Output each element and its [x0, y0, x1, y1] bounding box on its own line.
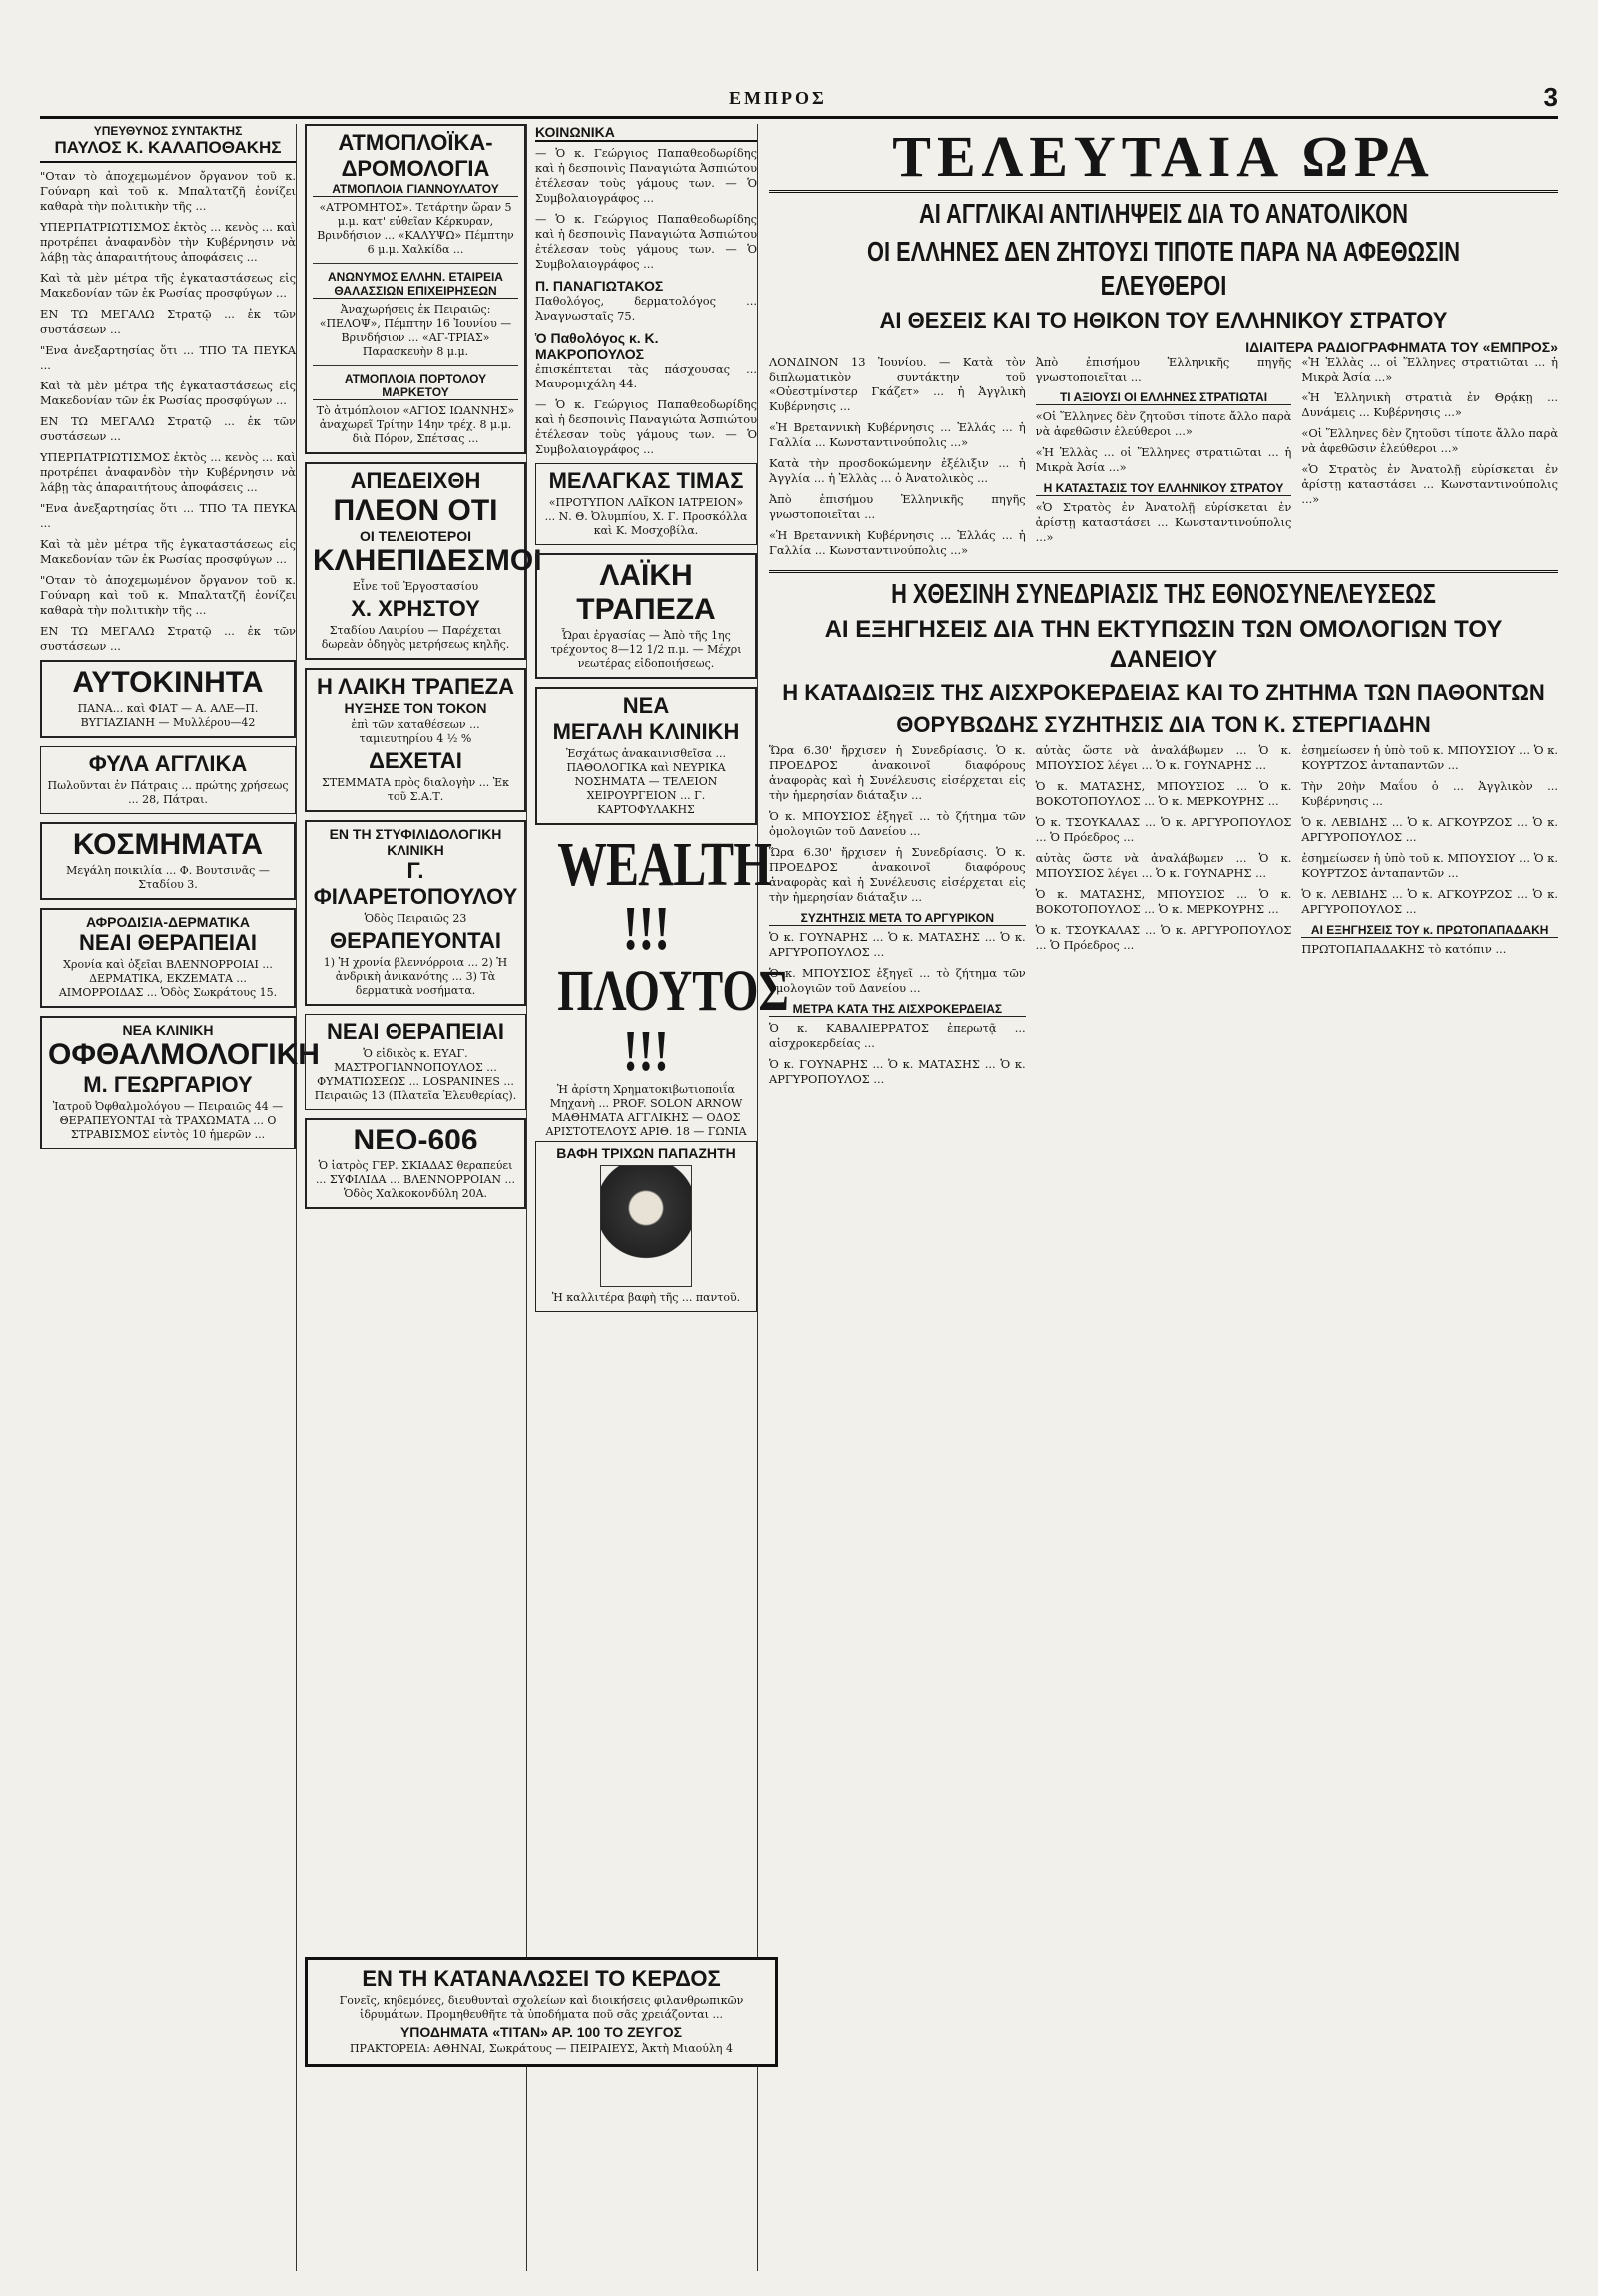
headline: Η ΚΑΤΑΔΙΩΞΙΣ ΤΗΣ ΑΙΣΧΡΟΚΕΡΔΕΙΑΣ ΚΑΙ ΤΟ ΖΗΤΗΜΑ ΤΩΝ ΠΑΘΟΝΤΩΝ: [782, 680, 1545, 705]
ad-line: ΝΕΑ: [622, 693, 670, 718]
article-paragraph: Ὁ κ. ΓΟΥΝΑΡΗΣ ... Ὁ κ. ΜΑΤΑΣΗΣ ... Ὁ κ. ΑΡΓΥΡΟΠΟΥΛΟΣ ...: [769, 930, 1026, 959]
article-paragraph: "Οταν τὸ ἀποχεμωμένον ὄργανον τοῦ κ. Γούναρη καὶ τοῦ κ. Μπαλτατζῆ ἐονίζει καθαρὰ τὴν πολιτικὴν τῆς ...: [40, 169, 296, 213]
ad-prices: [535, 463, 757, 545]
article-paragraph: ἐσημείωσεν ἡ ὑπὸ τοῦ κ. ΜΠΟΥΣΙΟΥ ... Ὁ κ. ΚΟΥΡΤΖΟΣ ἀνταπαντῶν ...: [1301, 743, 1559, 772]
notice-title: Π. ΠΑΝΑΓΙΩΤΑΚΟΣ: [535, 278, 664, 294]
ad-text: Ὁ εἰδικὸς κ. ΕΥΑΓ. ΜΑΣΤΡΟΓΙΑΝΝΟΠΟΥΛΟΣ ... ΦΥΜΑΤΙΩΣΕΩΣ ... LOSPANINES ... Πειραιῶς 13 (Πλατεῖα Ἐλευθερίας).: [314, 1047, 517, 1102]
ad-text: Σταδίου Λαυρίου — Παρέχεται δωρεὰν ὁδηγὸς μετρήσεως κηλῆς.: [321, 624, 510, 651]
article-paragraph: Ὁ κ. ΛΕΒΙΔΗΣ ... Ὁ κ. ΑΓΚΟΥΡΖΟΣ ... Ὁ κ. ΑΡΓΥΡΟΠΟΥΛΟΣ ...: [1301, 815, 1559, 844]
headline: ΑΙ ΑΓΓΛΙΚΑΙ ΑΝΤΙΛΗΨΕΙΣ ΔΙΑ ΤΟ ΑΝΑΤΟΛΙΚΟΝ: [918, 198, 1409, 229]
ad-title: ΚΟΣΜΗΜΑΤΑ: [72, 828, 264, 861]
article-paragraph: «Ἡ Ἑλλὰς ... οἱ Ἕλληνες στρατιῶται ... ἡ Μικρὰ Ἀσία ...»: [1301, 355, 1559, 383]
headline: ΑΙ ΕΞΗΓΗΣΕΙΣ ΔΙΑ ΤΗΝ ΕΚΤΥΠΩΣΙΝ ΤΩΝ ΟΜΟΛΟΓΙΩΝ ΤΟΥ ΔΑΝΕΙΟΥ: [824, 616, 1503, 673]
article-column: [1036, 355, 1292, 564]
ad-text: Ὁ ἰατρὸς ΓΕΡ. ΣΚΙΑΔΑΣ θεραπεύει ... ΣΥΦΙΛΙΔΑ ... ΒΛΕΝΝΟΡΡΟΙΑΝ ... Ὁδὸς Χαλκοκονδύλη 20Α.: [315, 1159, 516, 1200]
article-subhead: ΤΙ ΑΞΙΟΥΣΙ ΟΙ ΕΛΛΗΝΕΣ ΣΤΡΑΤΙΩΤΑΙ: [1036, 390, 1292, 405]
article-columns: [769, 743, 1558, 1093]
divider: [769, 570, 1558, 573]
masthead: [40, 82, 1558, 119]
ad-title: WEALTH !!!: [557, 831, 772, 963]
ad-title: ΕΝ ΤΗ ΣΤΥΦΙΛΙΔΟΛΟΓΙΚΗ ΚΛΙΝΙΚΗ: [329, 826, 502, 858]
article-paragraph: Ὁ κ. ΛΕΒΙΔΗΣ ... Ὁ κ. ΑΓΚΟΥΡΖΟΣ ... Ὁ κ. ΑΡΓΥΡΟΠΟΥΛΟΣ ...: [1301, 887, 1559, 916]
ad-name: ΟΦΘΑΛΜΟΛΟΓΙΚΗ: [48, 1038, 320, 1071]
ad-popular-bank-hours: [535, 553, 757, 679]
ad-subtitle: ΑΝΩΝΥΜΟΣ ΕΛΛΗΝ. ΕΤΑΙΡΕΙΑ ΘΑΛΑΣΣΙΩΝ ΕΠΙΧΕΙΡΗΣΕΩΝ: [313, 270, 518, 299]
ad-text: Ἡ καλλιτέρα βαφὴ τῆς ... παντοῦ.: [551, 1291, 741, 1304]
article-paragraph: Καὶ τὰ μὲν μέτρα τῆς ἐγκαταστάσεως εἰς Μακεδονίαν τῶν ἐκ Ρωσίας προσφύγων ...: [40, 379, 296, 407]
column-3: [535, 124, 789, 2271]
article-paragraph: Ὁ κ. ΓΟΥΝΑΡΗΣ ... Ὁ κ. ΜΑΤΑΣΗΣ ... Ὁ κ. ΑΡΓΥΡΟΠΟΥΛΟΣ ...: [769, 1057, 1026, 1086]
ad-shops: ΠΡΑΚΤΟΡΕΙΑ: ΑΘΗΝΑΙ, Σωκράτους — ΠΕΙΡΑΙΕΥΣ, Ἀκτὴ Μιαούλη 4: [349, 2042, 734, 2055]
ad-title: ΚΛΗΕΠΙΔΕΣΜΟΙ: [313, 544, 542, 577]
ad-text: Ὧραι ἐργασίας — Ἀπὸ τῆς 1ης τρέχοντος 8—12 1/2 π.μ. — Μέχρι νεωτέρας εἰδοποιήσεως.: [550, 629, 742, 670]
ad-text: Γονεῖς, κηδεμόνες, διευθυνταὶ σχολείων καὶ διοικήσεις φιλανθρωπικῶν ἱδρυμάτων. Προμηθευθῆτε τὰ ὑποδήματα ποῦ σᾶς χρειάζονται ...: [339, 1994, 744, 2021]
article-column: [769, 743, 1026, 1093]
article-paragraph: ἐπισκέπτεται τὰς πάσχουσας ... Μαυρομιχάλη 44.: [535, 362, 757, 390]
ad-title: ΒΑΦΗ ΤΡΙΧΩΝ ΠΑΠΑΖΗΤΗ: [556, 1146, 736, 1161]
headline: Η ΧΘΕΣΙΝΗ ΣΥΝΕΔΡΙΑΣΙΣ ΤΗΣ ΕΘΝΟΣΥΝΕΛΕΥΣΕΩΣ: [891, 578, 1436, 609]
article-paragraph: Ὥρα 6.30' ἤρχισεν ἡ Συνεδρίασις. Ὁ κ. ΠΡΟΕΔΡΟΣ ἀνακοινοῖ διαφόρους ἀναφορὰς καὶ ἡ Συνέλευσις εἰσέρχεται εἰς τὴν ἡμερησίαν διάταξιν ...: [769, 845, 1026, 904]
article-paragraph: — Ὁ κ. Γεώργιος Παπαθεοδωρίδης καὶ ἡ δεσποινὶς Παναγιώτα Ἀσπιώτου ἐτέλεσαν τοὺς γάμους των. — Ὁ Συμβολαιογράφος ...: [535, 212, 757, 271]
article-paragraph: Παθολόγος, δερματολόγος ... Ἀναγνωσταῖς 75.: [535, 294, 757, 323]
ad-text: Ἡ ἀρίστη Χρηματοκιβωτιοποιΐα Μηχανὴ ... PROF. SOLON ARNOW ΜΑΘΗΜΑΤΑ ΑΓΓΛΙΚΗΣ — ΟΔΟΣ ΑΡΙΣΤΟΤΕΛΟΥΣ ΑΡΙΘ. 18 — ΓΩΝΙΑ: [545, 1083, 747, 1138]
ad-subtitle: ΗΥΞΗΣΕ ΤΟΝ ΤΟΚΟΝ: [344, 700, 487, 716]
article-paragraph: «Οἱ Ἕλληνες δὲν ζητοῦσι τίποτε ἄλλο παρὰ νὰ ἀφεθῶσιν ἐλεύθεροι ...»: [1301, 426, 1559, 455]
ad-title: ΦΥΛΑ ΑΓΓΛΙΚΑ: [88, 751, 248, 776]
ad-doctor: Μ. ΓΕΩΡΓΑΡΙΟΥ: [83, 1072, 253, 1097]
ad-jewelry: [40, 822, 296, 900]
article-paragraph: Ὁ κ. ΜΑΤΑΣΗΣ, ΜΠΟΥΣΙΟΣ ... Ὁ κ. ΒΟΚΟΤΟΠΟΥΛΟΣ ... Ὁ κ. ΜΕΡΚΟΥΡΗΣ ...: [1035, 887, 1292, 916]
article-column: [1301, 355, 1558, 564]
ad-line: Εἶνε τοῦ Ἐργοστασίου: [352, 580, 479, 593]
article-paragraph: Ὁ κ. ΤΣΟΥΚΑΛΑΣ ... Ὁ κ. ΑΡΓΥΡΟΠΟΥΛΟΣ ... Ὁ Πρόεδρος ...: [1035, 815, 1292, 844]
ad-big-clinic: [535, 687, 757, 825]
article-paragraph: «Ὁ Στρατὸς ἐν Ἀνατολῇ εὑρίσκεται ἐν ἀρίστῃ καταστάσει ... Κωνσταντινούπολις ...»: [1035, 500, 1292, 544]
ad-popular-bank: [305, 668, 526, 812]
headline: ΟΙ ΕΛΛΗΝΕΣ ΔΕΝ ΖΗΤΟΥΣΙ ΤΙΠΟΤΕ ΠΑΡΑ ΝΑ ΑΦΕΘΩΣΙΝ ΕΛΕΥΘΕΡΟΙ: [866, 236, 1461, 301]
article-paragraph: Καὶ τὰ μὲν μέτρα τῆς ἐγκαταστάσεως εἰς Μακεδονίαν τῶν ἐκ Ρωσίας προσφύγων ...: [40, 271, 296, 300]
ad-text: Μεγάλη ποικιλία ... Φ. Βουτσινᾶς — Σταδίου 3.: [66, 864, 270, 891]
page-number: 3: [1538, 82, 1558, 113]
ad-text: Τὸ ἀτμόπλοιον «ΑΓΙΟΣ ΙΩΑΝΝΗΣ» ἀναχωρεῖ Τρίτην 14ην τρέχ. 8 μ.μ. διὰ Πόρον, Σπέτσας ...: [316, 404, 515, 445]
article-paragraph: «Ἡ Ἑλληνικὴ στρατιὰ ἐν Θρᾴκῃ ... Δυνάμεις ... Κυβέρνησις ...»: [1301, 390, 1559, 419]
article-paragraph: Ὁ κ. ΜΑΤΑΣΗΣ, ΜΠΟΥΣΙΟΣ ... Ὁ κ. ΒΟΚΟΤΟΠΟΥΛΟΣ ... Ὁ κ. ΜΕΡΚΟΥΡΗΣ ...: [1035, 779, 1292, 808]
ad-line: ΟΙ ΤΕΛΕΙΟΤΕΡΟΙ: [359, 528, 472, 544]
article-column: [1036, 743, 1292, 1093]
article-paragraph: ΕΝ ΤΩ ΜΕΓΑΛΩ Στρατῷ ... ἐκ τῶν συστάσεων ...: [40, 624, 296, 653]
ad-text: 1) Ἡ χρονία βλεννόρροια ... 2) Ἡ ἀνδρικὴ ἀνικανότης ... 3) Τὰ δερματικὰ νοσήματα.: [323, 956, 508, 997]
article-column: [1301, 743, 1558, 1093]
ad-line: ΥΠΟΔΗΜΑΤΑ «ΤΙΤΑΝ» ΑΡ. 100 ΤΟ ΖΕΥΓΟΣ: [400, 2024, 683, 2040]
article-paragraph: "Οταν τὸ ἀποχεμωμένον ὄργανον τοῦ κ. Γούναρη καὶ τοῦ κ. Μπαλτατζῆ ἐονίζει καθαρὰ τὴν πολιτικὴν τῆς ...: [40, 573, 296, 617]
notice-title: Ὁ Παθολόγος κ. Κ. ΜΑΚΡΟΠΟΥΛΟΣ: [535, 330, 659, 362]
article-paragraph: «Ἡ Βρεταννικὴ Κυβέρνησις ... Ἑλλάς ... ἡ Γαλλία ... Κωνσταντινούπολις ...»: [769, 420, 1026, 449]
article-paragraph: Ἀπὸ ἐπισήμου Ἑλληνικῆς πηγῆς γνωστοποιεῖται ...: [1035, 355, 1292, 383]
banner-title: ΤΕΛΕΥΤΑΙΑ ΩΡΑ: [769, 124, 1558, 193]
ad-ophthalmology: [40, 1016, 320, 1149]
ad-address: Ὁδὸς Πειραιῶς 23: [364, 912, 467, 925]
ad-text: Ἀναχωρήσεις ἐκ Πειραιῶς: «ΠΕΛΟΨ», Πέμπτην 16 Ἰουνίου — Βρινδήσιον ... «ΑΓ-ΤΡΙΑΣ» Παρασκευὴν 8 μ.μ.: [319, 303, 512, 358]
ad-subtitle: ΑΤΜΟΠΛΟΙΑ ΠΟΡΤΟΛΟΥ ΜΑΡΚΕΤΟΥ: [313, 372, 518, 400]
headline-sub: ΙΔΙΑΙΤΕΡΑ ΡΑΔΙΟΓΡΑΦΗΜΑΤΑ ΤΟΥ «ΕΜΠΡΟΣ»: [1245, 339, 1558, 355]
ad-name: Χ. ΧΡΗΣΤΟΥ: [351, 596, 480, 621]
section-title: ΚΟΙΝΩΝΙΚΑ: [535, 124, 757, 142]
ad-text: ΣΤΕΜΜΑΤΑ πρὸς διαλογὴν ... Ἐκ τοῦ Σ.Α.Τ.: [322, 776, 509, 803]
ad-wealth: [535, 831, 789, 1139]
article-paragraph: Ὁ κ. ΜΠΟΥΣΙΟΣ ἐξηγεῖ ... τὸ ζήτημα τῶν ὁμολογιῶν τοῦ Δανείου ...: [769, 809, 1026, 838]
ad-line: ΑΠΕΔΕΙΧΘΗ: [350, 468, 481, 493]
newspaper-name: ΕΜΠΡΟΣ: [719, 88, 837, 109]
article-paragraph: Κατὰ τὴν προσδοκώμενην ἐξέλιξιν ... ἡ Ἀγγλία ... ἡ Ἑλλὰς ... ὁ Ἀνατολικὸς ...: [769, 456, 1026, 485]
article-columns: [769, 355, 1558, 564]
headline: ΘΟΡΥΒΩΔΗΣ ΣΥΖΗΤΗΣΙΣ ΔΙΑ ΤΟΝ Κ. ΣΤΕΡΓΙΑΔΗΝ: [896, 712, 1431, 737]
article-paragraph: "Ενα ἀνεξαρτησίας ὅτι ... ΤΠΟ ΤΑ ΠΕΥΚΑ ...: [40, 343, 296, 372]
article-paragraph: ΥΠΕΡΠΑΤΡΙΩΤΙΣΜΟΣ ἐκτὸς ... κενὸς ... καὶ προτρέπει ἀναφανδὸν τὴν Κυβέρνησιν νὰ λάβῃ τὰς ἀπαραιτήτους ἀποφάσεις ...: [40, 220, 296, 264]
article-paragraph: ΕΝ ΤΩ ΜΕΓΑΛΩ Στρατῷ ... ἐκ τῶν συστάσεων ...: [40, 307, 296, 336]
ad-subtitle: ΑΤΜΟΠΛΟΙΑ ΓΙΑΝΝΟΥΛΑΤΟΥ: [313, 182, 518, 197]
article-paragraph: αὐτὰς ὥστε νὰ ἀναλάβωμεν ... Ὁ κ. ΜΠΟΥΣΙΟΣ λέγει ... Ὁ κ. ΓΟΥΝΑΡΗΣ ...: [1035, 743, 1292, 772]
article-paragraph: αὐτὰς ὥστε νὰ ἀναλάβωμεν ... Ὁ κ. ΜΠΟΥΣΙΟΣ λέγει ... Ὁ κ. ΓΟΥΝΑΡΗΣ ...: [1035, 851, 1292, 880]
ad-text: «ΑΤΡΟΜΗΤΟΣ». Τετάρτην ὥραν 5 μ.μ. κατ' εὐθεῖαν Κέρκυραν, Βρινδήσιον ... «ΚΑΛΥΨΩ» Πέμπτην 6 μ.μ. Χαλκίδα ...: [317, 201, 514, 256]
article-paragraph: "Ενα ἀνεξαρτησίας ὅτι ... ΤΠΟ ΤΑ ΠΕΥΚΑ ...: [40, 501, 296, 530]
article-subhead: ΣΥΖΗΤΗΣΙΣ ΜΕΤΑ ΤΟ ΑΡΓΥΡΙΚΟΝ: [769, 911, 1026, 926]
ad-text: ΠΑΝΑ... καὶ ΦΙΑΤ — Α. ΑΛΕ—Π. ΒΥΓΙΑΖΙΑΝΗ — Μυλλέρου—42: [77, 702, 259, 729]
ad-new-treatments: [305, 1014, 526, 1110]
ad-title: Η ΛΑΙΚΗ ΤΡΑΠΕΖΑ: [317, 674, 514, 699]
portrait-image: [600, 1165, 692, 1287]
divider: [313, 365, 518, 366]
ad-clinic: [305, 820, 526, 1006]
article-paragraph: ΠΡΩΤΟΠΑΠΑΔΑΚΗΣ τὸ κατόπιν ...: [1301, 942, 1507, 956]
ad-title: ΑΦΡΟΔΙΣΙΑ-ΔΕΡΜΑΤΙΚΑ: [85, 914, 251, 930]
ad-dermatology: [40, 908, 296, 1008]
editor-name: ΠΑΥΛΟΣ Κ. ΚΑΛΑΠΟΘΑΚΗΣ: [40, 138, 296, 163]
ad-line: ΔΕΧΕΤΑΙ: [369, 748, 462, 773]
article-subhead: ΜΕΤΡΑ ΚΑΤΑ ΤΗΣ ΑΙΣΧΡΟΚΕΡΔΕΙΑΣ: [769, 1002, 1026, 1017]
column-4: [769, 124, 1558, 2271]
article-paragraph: Καὶ τὰ μὲν μέτρα τῆς ἐγκαταστάσεως εἰς Μακεδονίαν τῶν ἐκ Ρωσίας προσφύγων ...: [40, 537, 296, 566]
ad-english-tires: [40, 746, 296, 814]
ad-name: Γ. ΦΙΛΑΡΕΤΟΠΟΥΛΟΥ: [313, 858, 518, 909]
article-paragraph: Ὁ κ. ΤΣΟΥΚΑΛΑΣ ... Ὁ κ. ΑΡΓΥΡΟΠΟΥΛΟΣ ... Ὁ Πρόεδρος ...: [1035, 923, 1292, 952]
ad-hernia-belts: [305, 462, 542, 660]
ad-title: ΕΝ ΤΗ ΚΑΤΑΝΑΛΩΣΕΙ ΤΟ ΚΕΡΔΟΣ: [362, 1966, 721, 1991]
ad-text: ἐπὶ τῶν καταθέσεων ... ταμιευτηρίου 4 ½ %: [351, 718, 480, 745]
article-paragraph: «Ἡ Ἑλλὰς ... οἱ Ἕλληνες στρατιῶται ... ἡ Μικρὰ Ἀσία ...»: [1035, 445, 1292, 474]
divider: [313, 263, 518, 264]
article-paragraph: ΕΝ ΤΩ ΜΕΓΑΛΩ Στρατῷ ... ἐκ τῶν συστάσεων ...: [40, 414, 296, 443]
ad-text: Ἐσχάτως ἀνακαινισθεῖσα ... ΠΑΘΟΛΟΓΙΚΑ καὶ ΝΕΥΡΙΚΑ ΝΟΣΗΜΑΤΑ — ΤΕΛΕΙΟΝ ΧΕΙΡΟΥΡΓΕΙΟΝ ... Γ. ΚΑΡΤΟΦΥΛΑΚΗΣ: [566, 747, 726, 816]
headline: ΑΙ ΘΕΣΕΙΣ ΚΑΙ ΤΟ ΗΘΙΚΟΝ ΤΟΥ ΕΛΛΗΝΙΚΟΥ ΣΤΡΑΤΟΥ: [879, 308, 1448, 333]
article-paragraph: Τὴν 20ὴν Μαΐου ὁ ... Ἀγγλικὸν ... Κυβέρνησις ...: [1301, 779, 1559, 808]
article-paragraph: Ἀπὸ ἐπισήμου Ἑλληνικῆς πηγῆς γνωστοποιεῖται ...: [769, 492, 1026, 521]
article-paragraph: «Ὁ Στρατὸς ἐν Ἀνατολῇ εὑρίσκεται ἐν ἀρίστῃ καταστάσει ... Κωνσταντινούπολις ...»: [1301, 462, 1559, 506]
article-column: [769, 355, 1026, 564]
ad-automobiles: [40, 660, 296, 738]
ad-shipping: [305, 124, 526, 454]
ad-titan-shoes: [305, 1957, 778, 2067]
article-paragraph: — Ὁ κ. Γεώργιος Παπαθεοδωρίδης καὶ ἡ δεσποινὶς Παναγιώτα Ἀσπιώτου ἐτέλεσαν τοὺς γάμους των. — Ὁ Συμβολαιογράφος ...: [535, 397, 757, 456]
ad-hair-dye: [535, 1141, 757, 1312]
ad-text: Ἰατροῦ Ὀφθαλμολόγου — Πειραιῶς 44 — ΘΕΡΑΠΕΥΟΝΤΑΙ τὰ ΤΡΑΧΩΜΑΤΑ ... Ο ΣΤΡΑΒΙΣΜΟΣ εἰντὸς 10 ἡμερῶν ...: [52, 1100, 284, 1141]
article-paragraph: Ὁ κ. ΚΑΒΑΛΙΕΡΡΑΤΟΣ ἐπερωτᾷ ... αἰσχροκερδείας ...: [769, 1021, 1026, 1050]
article-subhead: Η ΚΑΤΑΣΤΑΣΙΣ ΤΟΥ ΕΛΛΗΝΙΚΟΥ ΣΤΡΑΤΟΥ: [1036, 481, 1292, 496]
ad-text: Πωλοῦνται ἐν Πάτραις ... πρώτης χρήσεως ... 28, Πάτραι.: [47, 779, 289, 806]
article-paragraph: ἐσημείωσεν ἡ ὑπὸ τοῦ κ. ΜΠΟΥΣΙΟΥ ... Ὁ κ. ΚΟΥΡΤΖΟΣ ἀνταπαντῶν ...: [1301, 851, 1559, 880]
ad-subtitle: ΝΕΑΙ ΘΕΡΑΠΕΙΑΙ: [78, 930, 258, 955]
article-paragraph: Ὥρα 6.30' ἤρχισεν ἡ Συνεδρίασις. Ὁ κ. ΠΡΟΕΔΡΟΣ ἀνακοινοῖ διαφόρους ἀναφορὰς καὶ ἡ Συνέλευσις εἰσέρχεται εἰς τὴν ἡμερησίαν διάταξιν ...: [769, 743, 1026, 802]
column-1: [40, 124, 320, 2271]
editor-label: ΥΠΕΥΘΥΝΟΣ ΣΥΝΤΑΚΤΗΣ: [93, 124, 243, 138]
article-paragraph: «Οἱ Ἕλληνες δὲν ζητοῦσι τίποτε ἄλλο παρὰ νὰ ἀφεθῶσιν ἐλεύθεροι ...»: [1035, 409, 1292, 438]
ad-title: ΝΕΟ-606: [353, 1124, 478, 1156]
ad-title: ΝΕΑΙ ΘΕΡΑΠΕΙΑΙ: [326, 1019, 505, 1044]
ad-line: ΘΕΡΑΠΕΥΟΝΤΑΙ: [330, 928, 501, 953]
article-paragraph: — Ὁ κ. Γεώργιος Παπαθεοδωρίδης καὶ ἡ δεσποινὶς Παναγιώτα Ἀσπιώτου ἐτέλεσαν τοὺς γάμους των. — Ὁ Συμβολαιογράφος ...: [535, 146, 757, 205]
ad-title: ΛΑΪΚΗ ΤΡΑΠΕΖΑ: [576, 559, 716, 626]
ad-title: ΑΥΤΟΚΙΝΗΤΑ: [72, 666, 264, 699]
ad-text: Χρονία καὶ ὀξεῖαι ΒΛΕΝΝΟΡΡΟΙΑΙ ... ΔΕΡΜΑΤΙΚΑ, ΕΚΖΕΜΑΤΑ ... ΑΙΜΟΡΡΟΙΔΑΣ ... Ὁδὸς Σωκράτους 15.: [58, 958, 278, 999]
article-paragraph: «Ἡ Βρεταννικὴ Κυβέρνησις ... Ἑλλάς ... ἡ Γαλλία ... Κωνσταντινούπολις ...»: [769, 528, 1026, 557]
ad-subtitle: ΠΛΟΥΤΟΣ !!!: [557, 958, 789, 1083]
ad-title: ΜΕΓΑΛΗ ΚΛΙΝΙΚΗ: [552, 719, 740, 744]
ad-line: ΠΛΕΟΝ ΟΤΙ: [333, 494, 498, 527]
article-paragraph: ΛΟΝΔΙΝΟΝ 13 Ἰουνίου. — Κατὰ τὸν διπλωματικὸν συντάκτην τοῦ «Οὐεστμίνστερ Γκάζετ» ... ἡ Ἀγγλικὴ Κυβέρνησις ...: [769, 355, 1026, 413]
article-subhead: ΑΙ ΕΞΗΓΗΣΕΙΣ ΤΟΥ κ. ΠΡΩΤΟΠΑΠΑΔΑΚΗ: [1301, 923, 1558, 938]
ad-text: «ΠΡΟΤΥΠΟΝ ΛΑΪΚΟΝ ΙΑΤΡΕΙΟΝ» ... Ν. Θ. Ὀλυμπίου, Χ. Γ. Προσκόλλα καὶ Κ. Μοσχοβίλα.: [544, 496, 748, 537]
ad-title: ΝΕΑ ΚΛΙΝΙΚΗ: [122, 1022, 214, 1038]
article-paragraph: ΥΠΕΡΠΑΤΡΙΩΤΙΣΜΟΣ ἐκτὸς ... κενὸς ... καὶ προτρέπει ἀναφανδὸν τὴν Κυβέρνησιν νὰ λάβῃ τὰς ἀπαραιτήτους ἀποφάσεις ...: [40, 450, 296, 494]
ad-title: ΜΕΛΑΓΚΑΣ ΤΙΜΑΣ: [548, 468, 744, 493]
article-paragraph: Ὁ κ. ΜΠΟΥΣΙΟΣ ἐξηγεῖ ... τὸ ζήτημα τῶν ὁμολογιῶν τοῦ Δανείου ...: [769, 966, 1026, 995]
ad-title: ΑΤΜΟΠΛΟΪΚΑ-ΔΡΟΜΟΛΟΓΙΑ: [338, 130, 493, 181]
ad-neo-606: [305, 1118, 526, 1209]
